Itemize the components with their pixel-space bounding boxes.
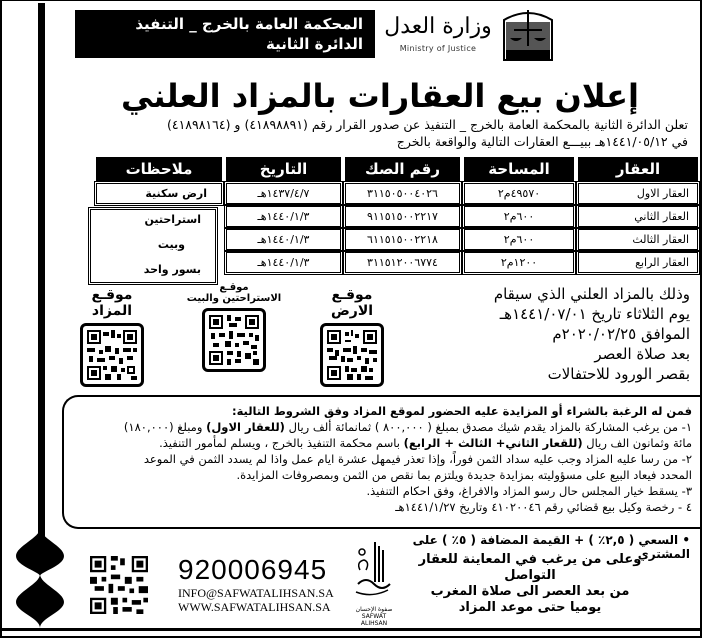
cell-property: العقار الرابع [578,252,698,273]
qr-code-icon[interactable] [202,308,266,372]
qr-label-line-2: الاستراحتين والبيت [186,293,282,304]
bottom-rule [0,628,702,631]
contact-line-1: وعلى من يرغب في المعاينة للعقار التواصل [418,552,642,583]
properties-table [88,156,700,274]
qr-code-icon[interactable] [80,323,144,387]
cell-deed: ٣١١٥١٢٠٠٦٧٧٤ [345,252,460,273]
cell-area: ٦٠٠م٢ [464,229,574,250]
cell-note-merged [90,209,216,283]
column-header-date: التاريخ [226,157,341,181]
fees-note: • السعي ( ٢,٥٪ ) + القيمة المضافة ( ٥٪ ) على المشتري [412,533,690,561]
safwat-logo-icon [352,540,396,602]
page-title: إعلان بيع العقارات بالمزاد العلني [121,77,639,115]
auction-line-3: الموافق ٢٠٢٠/٠٢/٢٥م [552,325,690,343]
terms-box [62,395,700,529]
term-1 [72,419,692,435]
column-header-area: المساحة [464,157,574,181]
qr-code-icon[interactable] [320,323,384,387]
table-header-row [88,156,700,182]
auction-line-1: وذلك بالمزاد العلني الذي سيقام [493,285,690,303]
term-emphasis: (للعقار الاول) [206,420,285,434]
decorative-rod [38,3,45,543]
intro-line-1: تعلن الدائرة الثانية بالمحكمة العامة بالخرج _ التنفيذ عن صدور القرار رقم (٤١٨٩٨٨٩١) و (٤١٨٩٨١٦٤) [166,117,688,132]
cell-area: ١٢٠٠م٢ [464,252,574,273]
ministry-name-ar: وزارة العدل [384,14,492,39]
safwat-alihsan-logo [348,540,400,627]
logo-caption-ar: صفوة الإحسان [355,606,393,613]
company-website[interactable]: WWW.SAFWATALIHSAN.SA [178,600,331,614]
ministry-logo [378,10,498,60]
contact-line-2: من بعد العصر الى صلاة المغرب [430,584,630,599]
cell-note: ارض سكنية [96,183,222,204]
cell-property: العقار الثاني [578,206,698,227]
court-division: الدائرة الثانية [265,35,363,53]
company-email[interactable]: INFO@SAFWATALIHSAN.SA [178,586,334,600]
cell-deed: ٦١١٥١٥٠٠٢٢١٨ [345,229,460,250]
ministry-name-en: Ministry of Justice [399,44,477,53]
column-header-deed: رقم الصك [345,157,460,181]
contact-line-3: يوميا حتى موعد المزاد [458,600,602,615]
ministry-emblem-icon [500,6,556,62]
cell-deed: ٩١١٥١٥٠٠٢٢١٧ [345,206,460,227]
note-line: وبيت [157,238,185,251]
auction-line-5: بقصر الورود للاحتفالات [547,365,690,383]
intro-line-2: في ١٤٤١/٠٥/١٢هـ ببيـــع العقارات التالية والواقعة بالخرج [396,134,688,149]
qr-land-location[interactable] [312,287,392,387]
term-emphasis: (للقعار الثاني+ الثالث + الرابع) [403,436,583,450]
terms-heading: فمن له الرغبة بالشراء أو المزايدة عليه الحضور لموقع المزاد وفق الشروط التالية: [231,404,692,418]
term-3: ٣- يسقط خيار المجلس حال رسو المزاد والافراغ، وفق احكام التنفيذ. [366,484,692,498]
note-line: بسور واحد [143,263,201,276]
term-2: ٢- من رسا عليه المزاد وجب عليه سداد الثمن فوراً، وإذا تعذر فيمهل عشرة ايام عمل واذا لم يسدد الثمن في الموعد [143,452,692,466]
court-header [75,10,375,58]
cell-date: ١٤٤٠/١/٣هـ [226,252,341,273]
qr-rest-houses-location[interactable] [186,282,282,372]
qr-label: موقـع الارض [330,287,374,319]
term-2-cont: المحدد فيعاد البيع على مسؤوليته بمزايدة جديدة ويلتزم بما نقص من الثمن وبمصروفات المزايدة. [236,468,692,482]
auction-details [420,284,690,384]
cell-property: العقار الاول [578,183,698,204]
qr-label-line-1: موقـع [219,282,249,293]
cell-date: ١٤٤٠/١/٣هـ [226,206,341,227]
cell-date: ١٤٣٧/٤/٧هـ [226,183,341,204]
logo-caption-en: SAFWAT ALIHSAN [360,613,388,627]
term-1-cont [72,435,692,451]
company-phone[interactable]: 920006945 [178,554,328,585]
auction-line-2: يوم الثلاثاء تاريخ ١٤٤١/٠٧/٠١هـ [499,305,690,323]
term-text: باسم محكمة التنفيذ بالخرج ، ويسلم لمأمور التنفيذ. [159,436,404,450]
cell-area: ٦٠٠م٢ [464,206,574,227]
cell-area: ٤٩٥٧٠م٢ [464,183,574,204]
company-qr-code-icon[interactable] [90,556,148,614]
note-line: استراحتين [144,213,201,226]
cell-property: العقار الثالث [578,229,698,250]
cell-deed: ٣١١٥٠٥٠٠٤٠٢٦ [345,183,460,204]
term-text: مائة وثمانون الف ريال [582,436,692,450]
decorative-ornament-icon [16,528,64,628]
table-row [88,182,700,205]
cell-date: ١٤٤٠/١/٣هـ [226,229,341,250]
inspection-contact [410,552,650,616]
court-name: المحكمة العامة بالخرج _ التنفيذ [135,15,363,33]
qr-label: موقـع المزاد [91,287,133,319]
qr-auction-location[interactable] [70,287,154,387]
column-header-notes: ملاحظات [96,157,222,181]
auction-line-4: بعد صلاة العصر [594,345,690,363]
intro-text [60,116,688,150]
term-text: ١- من يرغب المشاركة بالمزاد يقدم شيك مصدق بمبلغ ( ٨٠٠,٠٠٠ ) ثمانمائة ألف ريال [284,420,692,434]
term-4: ٤ - رخصة وكيل بيع قضائي رقم ٤١٠٢٠٠٤٦ وتاريخ ١٤٤١/١/٢٧هـ [395,500,692,514]
term-text: ومبلغ (١٨٠,٠٠٠) [123,420,207,434]
column-header-property: العقار [578,157,698,181]
